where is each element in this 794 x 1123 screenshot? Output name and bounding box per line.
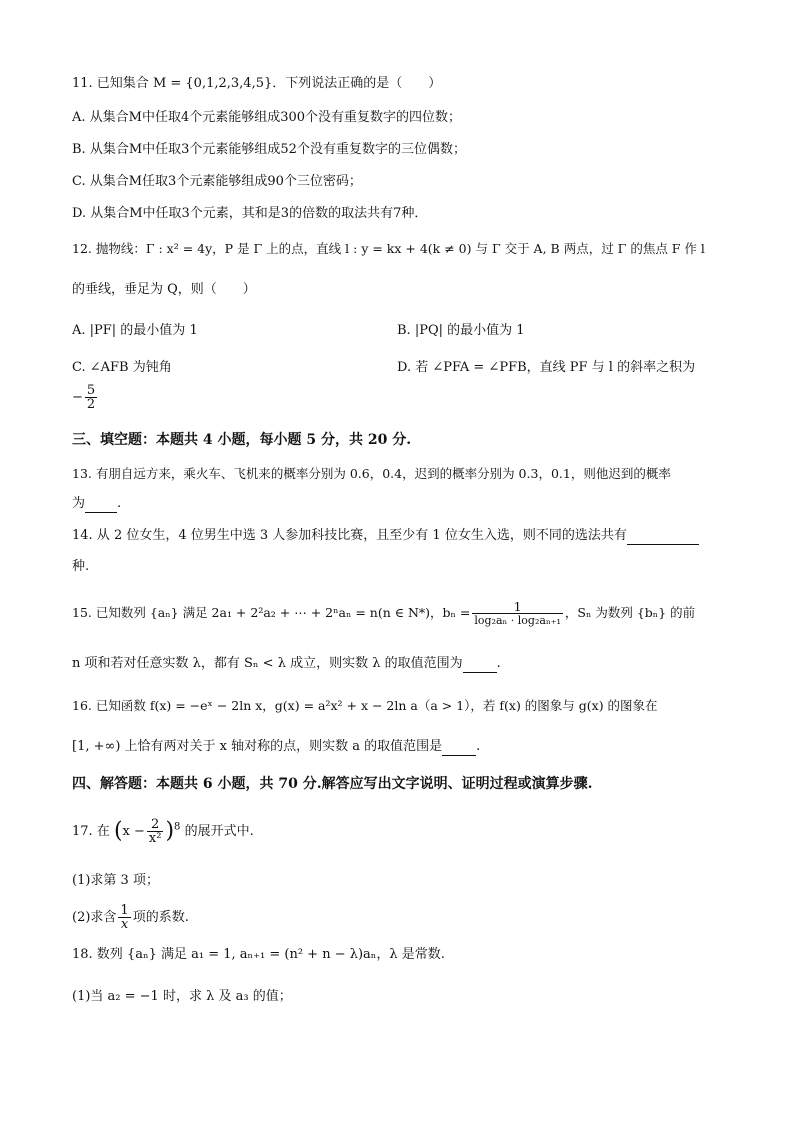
q15-part2: ，Sₙ 为数列 {bₙ} 的前 [564,605,696,620]
q13-answer-blank[interactable] [85,498,117,513]
q17-sub2-fraction [118,904,130,931]
q12-d-num: 5 [86,383,96,398]
q16-line1: 16. 已知函数 f(x) = −eˣ − 2ln x，g(x) = a²x² + x − 2ln a（a > 1），若 f(x) 的图象与 g(x) 的图象在 [72,698,658,713]
q13-line1: 13. 有朋自远方来，乘火车、飞机来的概率分别为 0.6，0.4，迟到的概率分别为 0.3，0.1，则他迟到的概率 [72,466,671,481]
q16-line2 [72,738,480,756]
q17-sub2 [72,904,189,931]
q17-prefix: 17. 在 [72,824,110,839]
section4-heading: 四、解答题：本题共 6 小题，共 70 分.解答应写出文字说明、证明过程或演算步骤. [72,776,593,792]
q17-suffix: 的展开式中. [184,824,254,839]
q13-line2 [72,495,121,513]
q15-text: n 项和若对任意实数 λ，都有 Sₙ < λ 成立，则实数 λ 的取值范围为 [72,656,463,671]
q16-answer-blank[interactable] [442,741,476,756]
q17-x-term: x − [122,824,145,839]
q13-end: . [117,496,122,511]
q11-option-c: C. 从集合M任取3个元素能够组成90个三位密码； [72,174,362,189]
q15-b-fraction [472,600,563,627]
q17-left-paren: ( [113,818,123,844]
q12-d-answer-fraction [72,384,99,411]
q17-sub2-num: 1 [120,903,129,918]
q15-line1 [72,600,695,627]
q17-sub2-den: x [120,917,129,932]
section3-heading: 三、填空题：本题共 4 小题，每小题 5 分，共 20 分. [72,432,412,448]
q12-stem-line1: 12. 抛物线：Γ : x² = 4y，P 是 Γ 上的点，直线 l : y = kx + 4(k ≠ 0) 与 Γ 交于 A, B 两点，过 Γ 的焦点 F 作 l [72,241,705,256]
q11-option-a: A. 从集合M中任取4个元素能够组成300个没有重复数字的四位数； [72,110,462,125]
q15-answer-blank[interactable] [463,658,497,673]
q17-sub2-suffix: 项的系数. [132,910,189,925]
q17-stem [72,818,254,845]
q17-frac-den: x² [148,831,162,846]
q18-sub1: (1)当 a₂ = −1 时，求 λ 及 a₃ 的值； [72,989,292,1004]
q12-option-c: C. ∠AFB 为钝角 [72,360,172,375]
q18-stem: 18. 数列 {aₙ} 满足 a₁ = 1, aₙ₊₁ = (n² + n − λ)aₙ，λ 是常数. [72,947,445,962]
q12-d-den: 2 [86,397,96,412]
q13-prefix: 为 [72,496,86,511]
q11-option-d: D. 从集合M中任取3个元素，其和是3的倍数的取法共有7种． [72,206,428,221]
q11-option-b: B. 从集合M中任取3个元素能够组成52个没有重复数字的三位偶数； [72,142,466,157]
q15-frac-num: 1 [472,600,563,614]
q17-fraction [147,818,164,845]
q16-text: [1, +∞) 上恰有两对关于 x 轴对称的点，则实数 a 的取值范围是 [72,739,443,754]
q15-end: . [496,656,501,671]
q12-stem-line2: 的垂线，垂足为 Q，则（ ） [72,282,256,297]
q14-line2: 种. [72,559,90,574]
q12-option-d: D. 若 ∠PFA = ∠PFB，直线 PF 与 l 的斜率之积为 [397,360,696,375]
q15-frac-den: log₂aₙ · log₂aₙ₊₁ [474,614,561,627]
q12-d-sign: − [72,390,83,405]
q12-option-b: B. |PQ| 的最小值为 1 [397,323,525,338]
q17-sub2-prefix: (2)求含 [72,910,117,925]
q16-end: . [476,739,481,754]
q14-line1 [72,527,699,545]
q11-stem: 11. 已知集合 M = {0,1,2,3,4,5}．下列说法正确的是（ ） [72,76,442,91]
q14-answer-blank[interactable] [627,530,699,545]
q17-right-paren: ) [165,818,175,844]
q17-power: 8 [174,821,181,833]
q17-sub1: (1)求第 3 项； [72,873,159,888]
q17-frac-num: 2 [147,818,164,832]
q15-part1: 15. 已知数列 {aₙ} 满足 2a₁ + 2²a₂ + ⋯ + 2ⁿaₙ = n(n ∈ N*)，bₙ = [72,605,471,620]
q12-option-a: A. |PF| 的最小值为 1 [72,323,198,338]
q12-d-fraction [85,384,97,411]
q14-text: 14. 从 2 位女生，4 位男生中选 3 人参加科技比赛，且至少有 1 位女生入选，则不同的选法共有 [72,528,627,543]
q15-line2 [72,655,501,673]
